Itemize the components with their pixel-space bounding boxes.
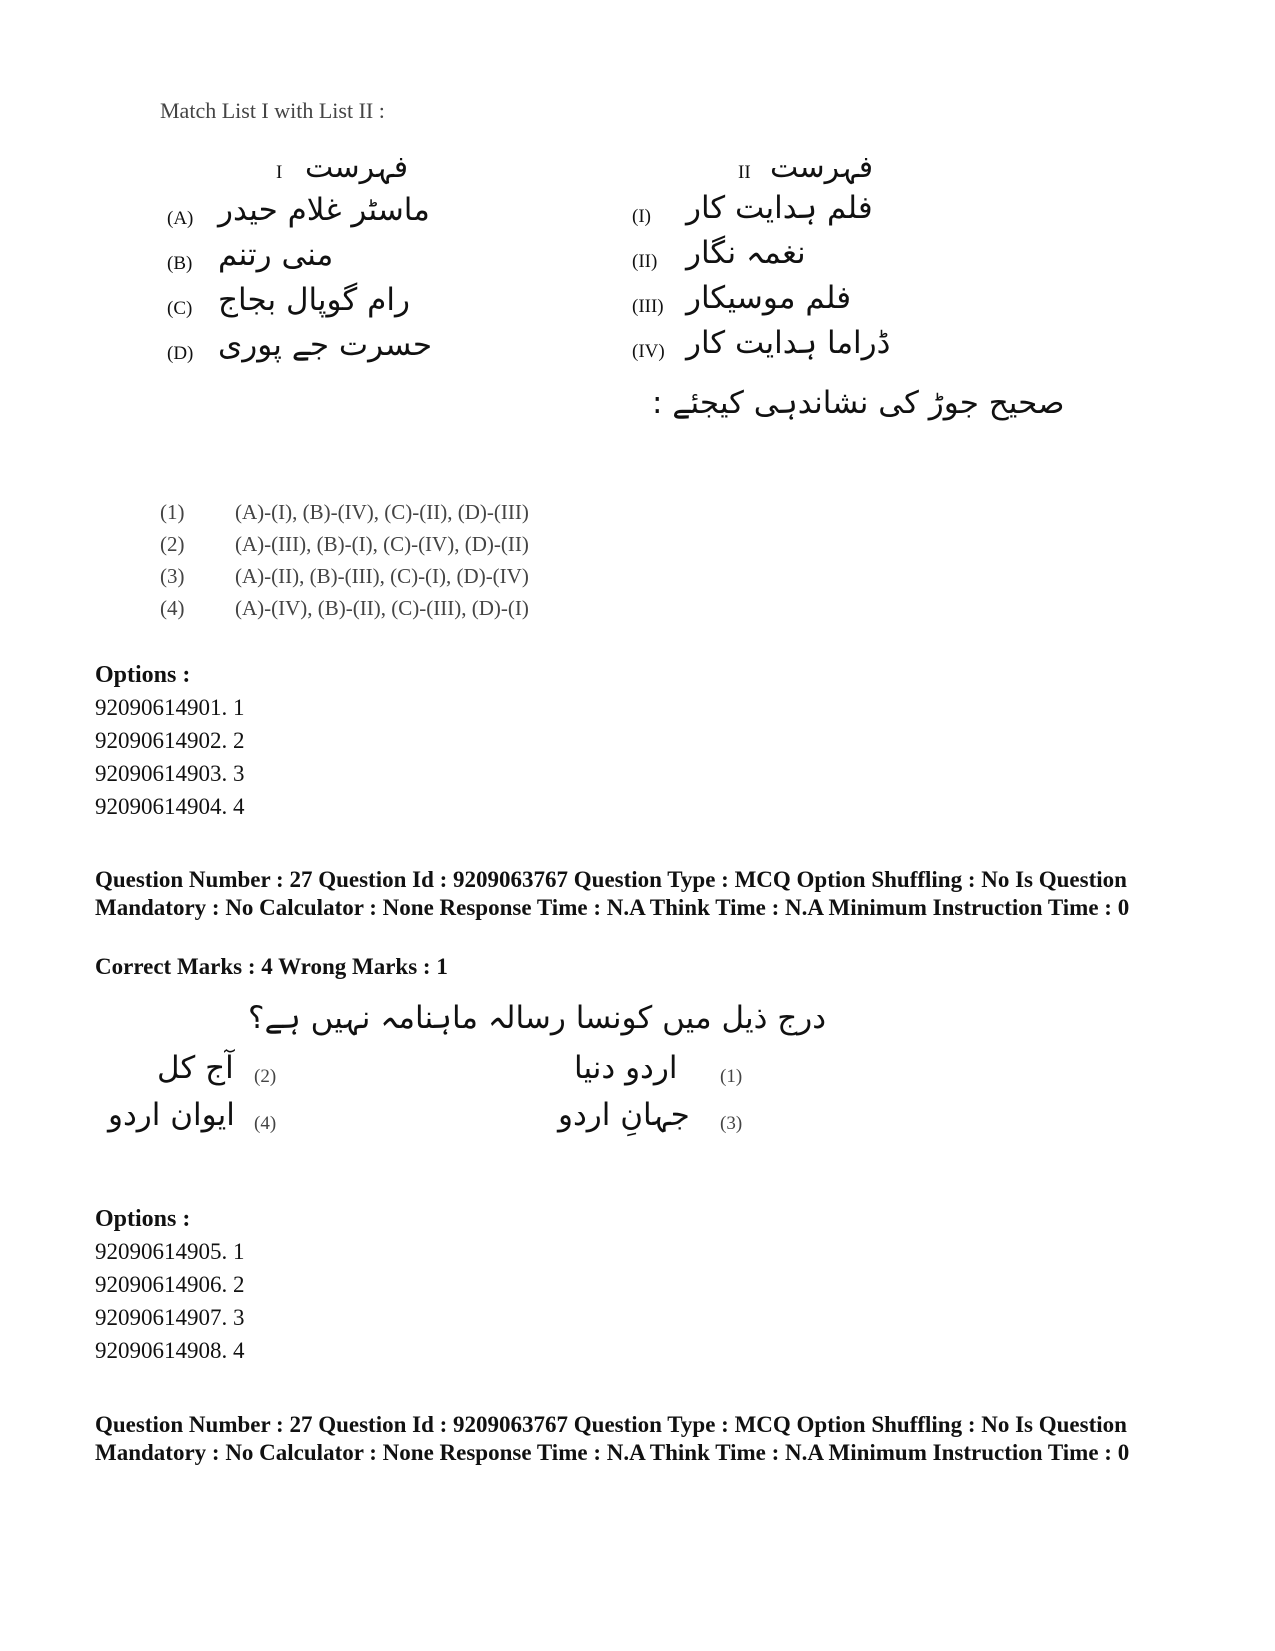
choice-num-3: (3) — [720, 1113, 743, 1134]
option-line: 92090614902. 2 — [95, 728, 245, 753]
list1-label-a: (A) — [167, 208, 194, 229]
list1-title: فہرست — [305, 150, 409, 185]
answer-text-1: (A)-(I), (B)-(IV), (C)-(II), (D)-(III) — [235, 500, 529, 524]
answer-text-3: (A)-(II), (B)-(III), (C)-(I), (D)-(IV) — [235, 564, 529, 588]
options-heading: Options : — [95, 662, 191, 688]
list1-label-d: (D) — [167, 343, 194, 364]
choice-num-1: (1) — [720, 1066, 743, 1087]
option-line: 92090614903. 3 — [95, 761, 245, 786]
list2-title: فہرست — [770, 150, 874, 185]
list1-item-c: رام گوپال بجاج — [218, 282, 410, 318]
choice-text-4: ایوان اردو — [108, 1097, 235, 1133]
choice-num-4: (4) — [254, 1113, 277, 1134]
option-line: 92090614908. 4 — [95, 1338, 245, 1363]
list2-label-iii: (III) — [632, 296, 664, 317]
answer-num-2: (2) — [160, 532, 185, 556]
answer-num-3: (3) — [160, 564, 185, 588]
question-meta: Question Number : 27 Question Id : 9209063767 Question Type : MCQ Option Shuffling : No Is Question Mandatory : No Calculator : None Response Time : N.A Think Time : N.A Minimum Instruction Time : 0 — [95, 867, 1130, 920]
option-line: 92090614905. 1 — [95, 1239, 245, 1264]
answer-text-2: (A)-(III), (B)-(I), (C)-(IV), (D)-(II) — [235, 532, 529, 556]
question-meta: Question Number : 27 Question Id : 9209063767 Question Type : MCQ Option Shuffling : No Is Question Mandatory : No Calculator : None Response Time : N.A Think Time : N.A Minimum Instruction Time : 0 — [95, 1412, 1130, 1465]
list1-numeral: I — [276, 162, 283, 183]
question-marks: Correct Marks : 4 Wrong Marks : 1 — [95, 954, 448, 979]
list1-item-d: حسرت جے پوری — [218, 327, 433, 363]
list2-item-iii: فلم موسیکار — [686, 280, 852, 316]
answer-num-4: (4) — [160, 596, 185, 620]
option-line: 92090614906. 2 — [95, 1272, 245, 1297]
question-text: درج ذیل میں کونسا رسالہ ماہنامہ نہیں ہے؟ — [248, 1000, 827, 1036]
answer-num-1: (1) — [160, 500, 185, 524]
list2-label-i: (I) — [632, 206, 651, 227]
list2-label-iv: (IV) — [632, 341, 665, 362]
options-heading: Options : — [95, 1206, 191, 1232]
list2-label-ii: (II) — [632, 251, 658, 272]
match-prompt: صحیح جوڑ کی نشاندہی کیجئے : — [652, 385, 1065, 421]
choice-text-3: جہانِ اردو — [558, 1097, 690, 1133]
list2-item-i: فلم ہدایت کار — [686, 190, 873, 226]
choice-text-1: اردو دنیا — [574, 1050, 678, 1086]
option-line: 92090614901. 1 — [95, 695, 245, 720]
list1-label-b: (B) — [167, 253, 193, 274]
list2-item-iv: ڈراما ہدایت کار — [686, 325, 891, 361]
list2-numeral: II — [738, 162, 751, 183]
list1-item-b: منی رتنم — [218, 237, 334, 273]
option-line: 92090614904. 4 — [95, 794, 245, 819]
list2-item-ii: نغمہ نگار — [686, 235, 806, 271]
choice-num-2: (2) — [254, 1066, 277, 1087]
option-line: 92090614907. 3 — [95, 1305, 245, 1330]
list1-item-a: ماسٹر غلام حیدر — [218, 192, 430, 228]
list1-label-c: (C) — [167, 298, 193, 319]
match-instruction: Match List I with List II : — [160, 98, 385, 123]
answer-text-4: (A)-(IV), (B)-(II), (C)-(III), (D)-(I) — [235, 596, 529, 620]
choice-text-2: آج کل — [157, 1050, 234, 1086]
